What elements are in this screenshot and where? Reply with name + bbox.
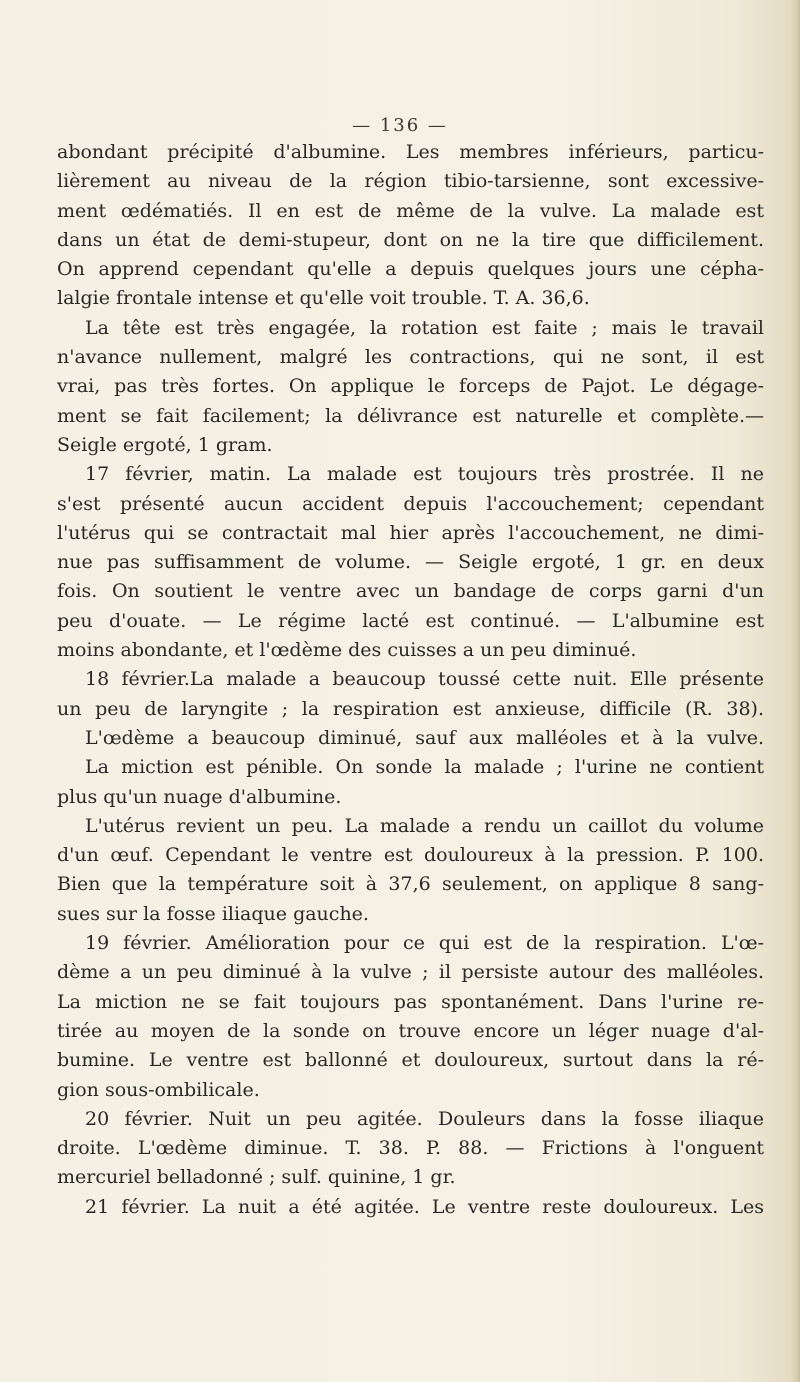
text-line: abondant précipité d'albumine. Les membres inférieurs, particu- <box>57 141 764 163</box>
text-line: mercuriel belladonné ; sulf. quinine, 1 gr. <box>57 1166 456 1189</box>
text-line: L'utérus revient un peu. La malade a rendu un caillot du volume <box>85 814 764 837</box>
text-line: 18 février.La malade a beaucoup toussé cette nuit. Elle présente <box>85 668 764 691</box>
text-line: lièrement au niveau de la région tibio-tarsienne, sont excessive- <box>57 170 764 193</box>
text-line: peu d'ouate. — Le régime lacté est continué. — L'albumine est <box>57 609 764 632</box>
text-line: On apprend cependant qu'elle a depuis quelques jours une cépha- <box>57 258 764 281</box>
page-number-header: — 136 — <box>352 115 448 136</box>
text-line: Bien que la température soit à 37,6 seulement, on applique 8 sang- <box>57 873 764 896</box>
text-line: La tête est très engagée, la rotation est faite ; mais le travail <box>85 316 764 339</box>
text-line: 21 février. La nuit a été agitée. Le ventre reste douloureux. Les <box>85 1195 764 1218</box>
page-edge-shadow <box>790 0 800 1382</box>
text-line: tirée au moyen de la sonde on trouve encore un léger nuage d'al- <box>57 1019 764 1042</box>
text-line: moins abondante, et l'œdème des cuisses a un peu diminué. <box>57 639 637 662</box>
text-line: L'œdème a beaucoup diminué, sauf aux malléoles et à la vulve. <box>85 726 764 749</box>
text-line: fois. On soutient le ventre avec un bandage de corps garni d'un <box>57 580 764 603</box>
text-line: d'un œuf. Cependant le ventre est douloureux à la pression. P. 100. <box>57 844 764 867</box>
text-line: l'utérus qui se contractait mal hier après l'accouchement, ne dimi- <box>57 521 764 544</box>
text-line: plus qu'un nuage d'albumine. <box>57 785 342 808</box>
text-line: gion sous-ombilicale. <box>57 1078 260 1101</box>
text-line: 17 février, matin. La malade est toujours très prostrée. Il ne <box>85 463 764 486</box>
text-line: Seigle ergoté, 1 gram. <box>57 433 273 456</box>
text-line: 19 février. Amélioration pour ce qui est de la respiration. L'œ- <box>85 932 764 955</box>
text-line: 20 février. Nuit un peu agitée. Douleurs dans la fosse iliaque <box>85 1107 764 1130</box>
text-line: La miction ne se fait toujours pas spontanément. Dans l'urine re- <box>57 990 764 1013</box>
text-line: La miction est pénible. On sonde la malade ; l'urine ne contient <box>85 756 764 779</box>
text-line: dème a un peu diminué à la vulve ; il persiste autour des malléoles. <box>57 961 764 984</box>
text-line: bumine. Le ventre est ballonné et douloureux, surtout dans la ré- <box>57 1049 764 1072</box>
text-line: nue pas suffisamment de volume. — Seigle ergoté, 1 gr. en deux <box>57 551 764 574</box>
text-line: droite. L'œdème diminue. T. 38. P. 88. — Frictions à l'onguent <box>57 1137 764 1160</box>
text-line: dans un état de demi-stupeur, dont on ne la tire que difficilement. <box>57 228 764 251</box>
text-line: ment se fait facilement; la délivrance est naturelle et complète.— <box>57 404 764 427</box>
text-line: un peu de laryngite ; la respiration est anxieuse, difficile (R. 38). <box>57 697 764 720</box>
text-line: sues sur la fosse iliaque gauche. <box>57 902 369 925</box>
text-line: vrai, pas très fortes. On applique le forceps de Pajot. Le dégage- <box>57 375 764 398</box>
body-text <box>57 138 764 1222</box>
text-line: n'avance nullement, malgré les contractions, qui ne sont, il est <box>57 346 764 369</box>
text-line: ment œdématiés. Il en est de même de la vulve. La malade est <box>57 199 764 222</box>
text-line: lalgie frontale intense et qu'elle voit trouble. T. A. 36,6. <box>57 287 590 310</box>
text-line: s'est présenté aucun accident depuis l'accouchement; cependant <box>57 492 764 515</box>
